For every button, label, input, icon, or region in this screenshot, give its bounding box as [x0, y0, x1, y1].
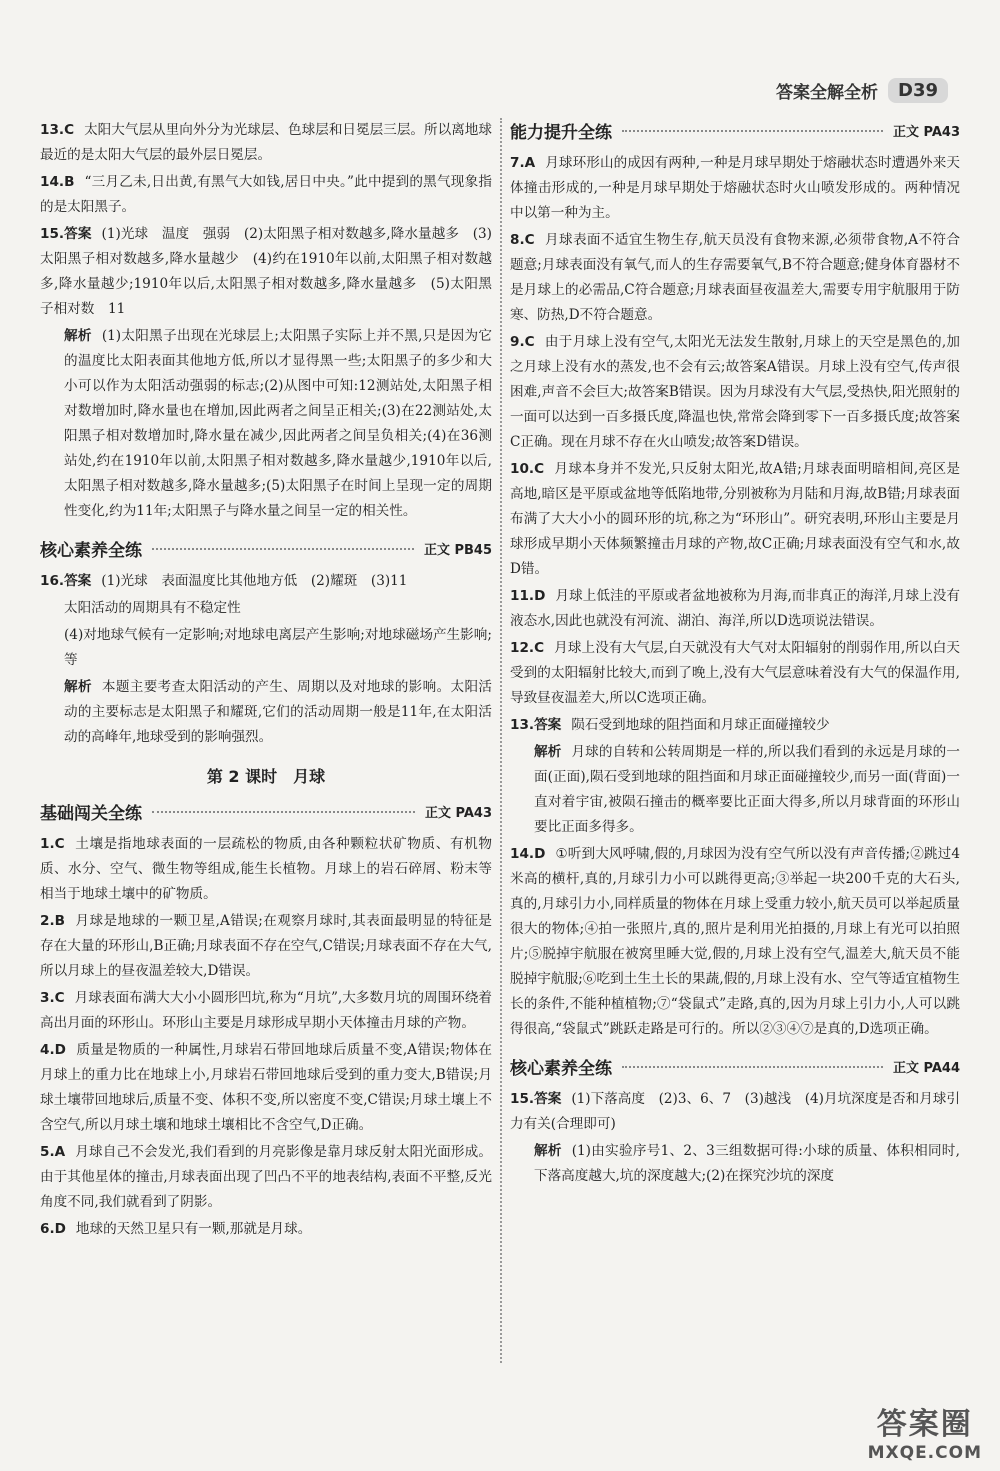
item-text: 质量是物质的一种属性,月球岩石带回地球后质量不变,A错误;物体在月球上的重力比在地球上小,月球岩石带回地球后受到的重力变大,B错误;月球土壤带回地球后,质量不变、体积不变,所以密度不变,C错误;月球土壤上不含空气,所以月球土壤和地球土壤相比不含空气,D正确。 [40, 1042, 492, 1133]
item-label: 4.D [40, 1042, 66, 1058]
item-label: 14.D [510, 846, 546, 862]
item-text: 地球的天然卫星只有一颗,那就是月球。 [75, 1221, 312, 1237]
answer-item [40, 986, 492, 1036]
explanation-text: (1)由实验序号1、2、3三组数据可得:小球的质量、体积相同时,下落高度越大,坑的深度越大;(2)在探究沙坑的深度 [534, 1143, 960, 1184]
item-label: 8.C [510, 232, 535, 248]
answer-item [510, 1087, 960, 1137]
answer-item [510, 457, 960, 582]
dotted-rule [152, 548, 414, 550]
explanation-text: (1)太阳黑子出现在光球层上;太阳黑子实际上并不黑,只是因为它的温度比太阳表面其他地方低,所以才显得黑一些;太阳黑子的多少和大小可以作为太阳活动强弱的标志;(2)从图中可知:12测站处,太阳黑子相对数增加时,降水量也在增加,因此两者之间呈正相关;(3)在22测站处,太阳黑子相对数增加时,降水量在减少,因此两者之间呈负相关;(4)在36测站处,约在1910年以前,太阳黑子相对数越多,降水量越少,1910年以后,太阳黑子相对数越多,降水量越多;(5)太阳黑子在时间上呈现一定的周期性变化,约为11年;太阳黑子与降水量之间呈一定的相关性。 [64, 328, 493, 519]
section-header [40, 799, 492, 824]
watermark-url: MXQE.COM [867, 1443, 982, 1463]
item-label: 15.答案 [40, 226, 92, 242]
answer-item [510, 636, 960, 711]
item-text: 月球上没有大气层,白天就没有大气对太阳辐射的削弱作用,所以白天受到的太阳辐射比较大,而到了晚上,没有大气层意味着没有大气的保温作用,导致昼夜温差大,所以C选项正确。 [510, 640, 960, 706]
dotted-rule [152, 811, 415, 813]
explanation [40, 324, 492, 524]
answer-item [510, 584, 960, 634]
answer-item [510, 330, 960, 455]
item-label: 16.答案 [40, 573, 92, 589]
item-label: 9.C [510, 334, 535, 350]
section-header [510, 1054, 960, 1079]
item-label: 2.B [40, 913, 65, 929]
section-title: 核心素养全练 [40, 541, 142, 561]
answer-item [40, 170, 492, 220]
item-text: ①听到大风呼啸,假的,月球因为没有空气所以没有声音传播;②跳过4米高的横杆,真的,月球引力小可以跳得更高;③举起一块200千克的大石头,真的,月球引力小,同样质量的物体在月球上受重力较小,航天员可以举起质量很大的物体;④拍一张照片,真的,照片是利用光拍摄的,月球上有光可以拍照片;⑤脱掉宇航服在被窝里睡大觉,假的,月球上没有空气,温差大,航天员不能脱掉宇航服;⑥吃到土生土长的果蔬,假的,月球上没有水、空气等适宜植物生长的条件,不能种植植物;⑦“袋鼠式”走路,真的,因为月球上引力小,人可以跳得很高,“袋鼠式”跳跃走路是可行的。所以②③④⑦是真的,D选项正确。 [510, 846, 960, 1037]
item-label: 10.C [510, 461, 545, 477]
item-text: (1)光球 温度 强弱 (2)太阳黑子相对数越多,降水量越多 (3)太阳黑子相对数越多,降水量越少 (4)约在1910年以前,太阳黑子相对数越多,降水量越少;1910年以后,太阳黑子相对数越多,降水量越多 (5)太阳黑子相对数 11 [40, 226, 492, 317]
section-header [510, 118, 960, 143]
item-label: 13.答案 [510, 717, 562, 733]
left-column [40, 118, 492, 1244]
item-text: 陨石受到地球的阻挡面和月球正面碰撞较少 [571, 717, 830, 733]
page-header [776, 78, 948, 103]
watermark-logo [868, 1399, 982, 1463]
answer-item [40, 909, 492, 984]
section-ref: 正文 PA43 [424, 806, 492, 821]
item-label: 5.A [40, 1144, 66, 1160]
item-text: 月球上低洼的平原或者盆地被称为月海,而非真正的海洋,月球上没有液态水,因此也就没有河流、湖泊、海洋,所以D选项说法错误。 [510, 588, 960, 629]
item-text: (1)光球 表面温度比其他地方低 (2)耀斑 (3)11 [101, 573, 408, 589]
item-text: 月球表面布满大大小小圆形凹坑,称为“月坑”,大多数月坑的周围环绕着高出月面的环形山。环形山主要是月球形成早期小天体撞击月球的产物。 [40, 990, 492, 1031]
section-ref: 正文 PB45 [423, 543, 492, 558]
section-ref: 正文 PA43 [892, 125, 960, 140]
answer-item [40, 222, 492, 322]
item-label: 3.C [40, 990, 65, 1006]
dotted-rule [622, 130, 883, 132]
explanation [510, 740, 960, 840]
section-ref: 正文 PA44 [892, 1061, 960, 1076]
answer-item [40, 832, 492, 907]
item-text: 月球自己不会发光,我们看到的月亮影像是靠月球反射太阳光面形成。由于其他星体的撞击,月球表面出现了凹凸不平的地表结构,表面不平整,反光角度不同,我们就看到了阴影。 [40, 1144, 492, 1210]
section-header [40, 536, 492, 561]
answer-line: 太阳活动的周期具有不稳定性 [64, 600, 241, 616]
watermark-text: 答案圈 [876, 1407, 973, 1442]
item-label: 1.C [40, 836, 65, 852]
section-title: 核心素养全练 [510, 1059, 612, 1079]
answer-item [40, 569, 492, 594]
item-text: 月球环形山的成因有两种,一种是月球早期处于熔融状态时遭遇外来天体撞击形成的,一种是月球早期处于熔融状态时火山喷发形成的。两种情况中以第一种为主。 [510, 155, 960, 221]
answer-line: (4)对地球气候有一定影响;对地球电离层产生影响;对地球磁场产生影响;等 [64, 627, 492, 668]
answer-item [40, 1140, 492, 1215]
answer-item [510, 713, 960, 738]
explanation-label: 解析 [64, 328, 92, 344]
item-text: 太阳大气层从里向外分为光球层、色球层和日冕层三层。所以离地球最近的是太阳大气层的最外层日冕层。 [40, 122, 492, 163]
item-label: 6.D [40, 1221, 66, 1237]
answer-item [40, 118, 492, 168]
explanation [510, 1139, 960, 1189]
dotted-rule [622, 1066, 883, 1068]
page-number: D39 [888, 78, 948, 103]
item-label: 7.A [510, 155, 536, 171]
item-text: 月球本身并不发光,只反射太阳光,故A错;月球表面明暗相间,亮区是高地,暗区是平原或盆地等低陷地带,分别被称为月陆和月海,故B错;月球表面布满了大大小小的圆环形的坑,称之为“环形山”。研究表明,环形山主要是月球形成早期小天体频繁撞击月球的产物,故C正确;月球表面没有空气和水,故D错。 [510, 461, 960, 577]
answer-item [40, 1217, 492, 1242]
answer-item [40, 1038, 492, 1138]
answer-item [510, 842, 960, 1042]
answer-item [510, 151, 960, 226]
explanation-label: 解析 [534, 744, 562, 760]
explanation-label: 解析 [534, 1143, 562, 1159]
section-title: 基础闯关全练 [40, 804, 142, 824]
item-text: “三月乙未,日出黄,有黑气大如钱,居日中央。”此中提到的黑气现象指的是太阳黑子。 [40, 174, 492, 215]
item-label: 14.B [40, 174, 75, 190]
right-column [510, 118, 960, 1191]
item-label: 12.C [510, 640, 545, 656]
lesson-title: 第 2 课时 月球 [206, 767, 326, 786]
item-text: 土壤是指地球表面的一层疏松的物质,由各种颗粒状矿物质、有机物质、水分、空气、微生物等组成,能生长植物。月球上的岩石碎屑、粉末等相当于地球土壤中的矿物质。 [40, 836, 492, 902]
explanation-text: 本题主要考查太阳活动的产生、周期以及对地球的影响。太阳活动的主要标志是太阳黑子和耀斑,它们的活动周期一般是11年,在太阳活动的高峰年,地球受到的影响强烈。 [64, 679, 492, 745]
answer-item [510, 228, 960, 328]
item-label: 13.C [40, 122, 75, 138]
item-label: 15.答案 [510, 1091, 562, 1107]
item-label: 11.D [510, 588, 546, 604]
explanation-text: 月球的自转和公转周期是一样的,所以我们看到的永远是月球的一面(正面),陨石受到地球的阻挡面和月球正面碰撞较少,而另一面(背面)一直对着宇宙,被陨石撞击的概率要比正面大得多,所以月球背面的环形山要比正面多得多。 [534, 744, 960, 835]
item-text: 月球是地球的一颗卫星,A错误;在观察月球时,其表面最明显的特征是存在大量的环形山,B正确;月球表面不存在空气,C错误;月球表面不存在大气,所以月球上的昼夜温差较大,D错误。 [40, 913, 492, 979]
explanation [40, 675, 492, 750]
explanation-label: 解析 [64, 679, 92, 695]
column-divider [500, 118, 502, 1363]
item-text: 由于月球上没有空气,太阳光无法发生散射,月球上的天空是黑色的,加之月球上没有水的蒸发,也不会有云;故答案A错误。月球上没有空气,传声很困难,声音不会巨大;故答案B错误。因为月球没有大气层,受热快,阳光照射的一面可以达到一百多摄氏度,降温也快,常常会降到零下一百多摄氏度;故答案C正确。现在月球不存在火山喷发;故答案D错误。 [510, 334, 960, 450]
header-title: 答案全解全析 [776, 83, 878, 103]
item-text: 月球表面不适宜生物生存,航天员没有食物来源,必须带食物,A不符合题意;月球表面没有氧气,而人的生存需要氧气,B不符合题意;健身体育器材不是月球上的必需品,C符合题意;月球表面昼夜温差大,需要专用宇航服用于防寒、防热,D不符合题意。 [510, 232, 960, 323]
item-text: (1)下落高度 (2)3、6、7 (3)越浅 (4)月坑深度是否和月球引力有关(合理即可) [510, 1091, 961, 1132]
section-title: 能力提升全练 [510, 123, 612, 143]
